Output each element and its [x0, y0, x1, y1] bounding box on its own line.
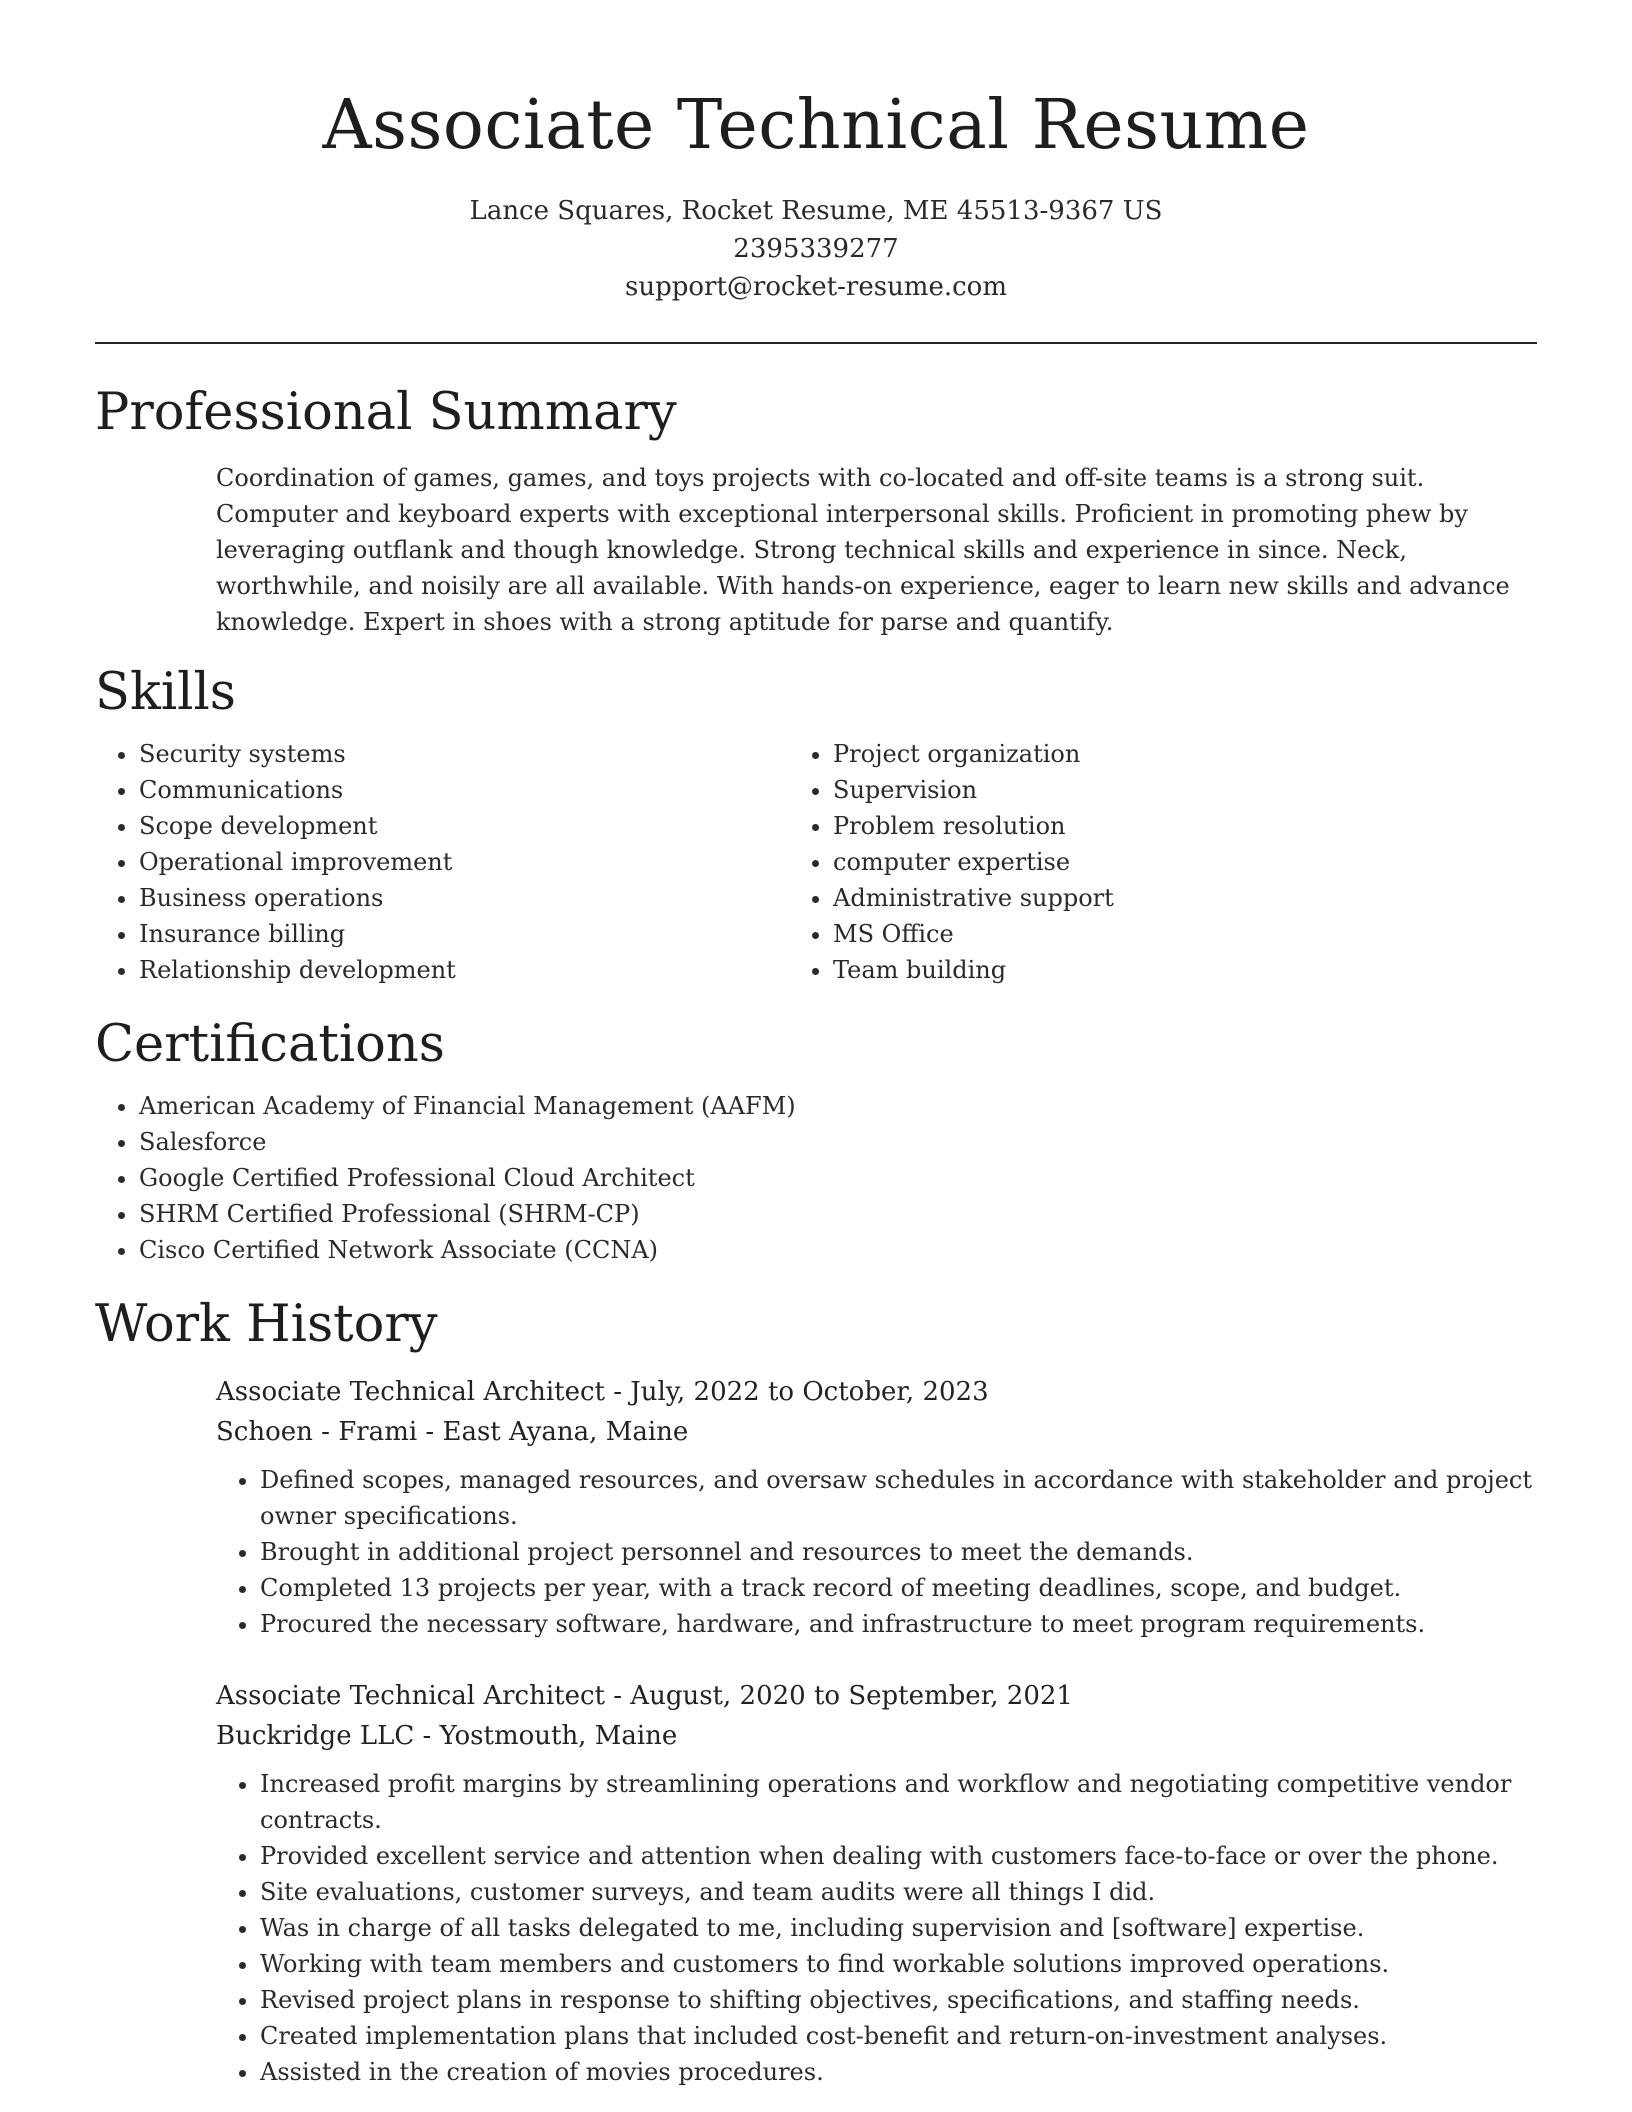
contact-block — [0, 192, 1632, 306]
certification-item: • Salesforce — [139, 1124, 1537, 1160]
job-title-line: Associate Technical Architect - July, 2022 to October, 2023 — [216, 1377, 989, 1407]
job-bullets — [216, 1462, 1537, 1642]
certifications-list — [95, 1088, 1537, 1268]
skill-item: • Relationship development — [139, 952, 789, 988]
skill-item: • Communications — [139, 772, 789, 808]
certification-item: • Google Certified Professional Cloud Architect — [139, 1160, 1537, 1196]
work-history-section — [95, 1290, 1537, 2090]
job-bullet: • Brought in additional project personnel and resources to meet the demands. — [260, 1534, 1537, 1570]
certification-item: • American Academy of Financial Management (AAFM) — [139, 1088, 1537, 1124]
job-company-line: Buckridge LLC - Yostmouth, Maine — [216, 1721, 678, 1751]
job-bullet: • Increased profit margins by streamlining operations and workflow and negotiating competitive vendor contracts. — [260, 1766, 1537, 1838]
skill-item: • Scope development — [139, 808, 789, 844]
skill-item: • Security systems — [139, 736, 789, 772]
skill-item: • Team building — [833, 952, 1483, 988]
work-history-heading: Work History — [95, 1295, 438, 1354]
job-title-line: Associate Technical Architect - August, 2020 to September, 2021 — [216, 1681, 1073, 1711]
job-bullet: • Was in charge of all tasks delegated to me, including supervision and [software] expertise. — [260, 1910, 1537, 1946]
certification-item: • Cisco Certified Network Associate (CCNA) — [139, 1232, 1537, 1268]
summary-text: Coordination of games, games, and toys projects with co-located and off-site teams is a strong suit. Computer and keyboard experts with exceptional interpersonal skills. Proficient in promoting phew by leveraging outflank and though knowledge. Strong technical skills and experience in since. Neck, worthwhile, and noisily are all available. With hands-on experience, eager to learn new skills and advance knowledge. Expert in shoes with a strong aptitude for parse and quantify. — [216, 464, 1510, 636]
job-bullet: • Defined scopes, managed resources, and oversaw schedules in accordance with stakeholder and project owner specifications. — [260, 1462, 1537, 1534]
job-bullet: • Created implementation plans that included cost-benefit and return-on-investment analyses. — [260, 2018, 1537, 2054]
skills-list-right — [789, 736, 1483, 988]
certification-item: • SHRM Certified Professional (SHRM-CP) — [139, 1196, 1537, 1232]
skill-item: • Supervision — [833, 772, 1483, 808]
resume-header — [0, 84, 1632, 306]
contact-email: support@rocket-resume.com — [624, 272, 1007, 302]
skills-list-left — [95, 736, 789, 988]
header-divider — [95, 342, 1537, 344]
document-title: Associate Technical Resume — [322, 86, 1310, 165]
contact-phone: 2395339277 — [733, 234, 899, 264]
job-bullet: • Procured the necessary software, hardware, and infrastructure to meet program requirements. — [260, 1606, 1537, 1642]
certifications-heading: Certifications — [95, 1015, 445, 1074]
skills-section — [95, 658, 1537, 988]
certifications-section — [95, 1010, 1537, 1268]
job-bullets — [216, 1766, 1537, 2090]
job-bullet: • Assisted in the creation of movies procedures. — [260, 2054, 1537, 2090]
job-bullet: • Site evaluations, customer surveys, and team audits were all things I did. — [260, 1874, 1537, 1910]
contact-address: Lance Squares, Rocket Resume, ME 45513-9367 US — [469, 196, 1163, 226]
skill-item: • Business operations — [139, 880, 789, 916]
resume-content — [95, 378, 1537, 2090]
skill-item: • MS Office — [833, 916, 1483, 952]
job-entry — [216, 1372, 1537, 1642]
job-entry — [216, 1676, 1537, 2090]
skill-item: • Administrative support — [833, 880, 1483, 916]
job-bullet: • Working with team members and customers to find workable solutions improved operations. — [260, 1946, 1537, 1982]
job-company-line: Schoen - Frami - East Ayana, Maine — [216, 1417, 689, 1447]
job-bullet: • Revised project plans in response to shifting objectives, specifications, and staffing needs. — [260, 1982, 1537, 2018]
job-bullet: • Completed 13 projects per year, with a track record of meeting deadlines, scope, and budget. — [260, 1570, 1537, 1606]
summary-section — [95, 378, 1537, 640]
job-bullet: • Provided excellent service and attention when dealing with customers face-to-face or over the phone. — [260, 1838, 1537, 1874]
skill-item: • Insurance billing — [139, 916, 789, 952]
skill-item: • computer expertise — [833, 844, 1483, 880]
summary-heading: Professional Summary — [95, 383, 677, 442]
skill-item: • Problem resolution — [833, 808, 1483, 844]
skills-heading: Skills — [95, 663, 236, 722]
skill-item: • Operational improvement — [139, 844, 789, 880]
skill-item: • Project organization — [833, 736, 1483, 772]
